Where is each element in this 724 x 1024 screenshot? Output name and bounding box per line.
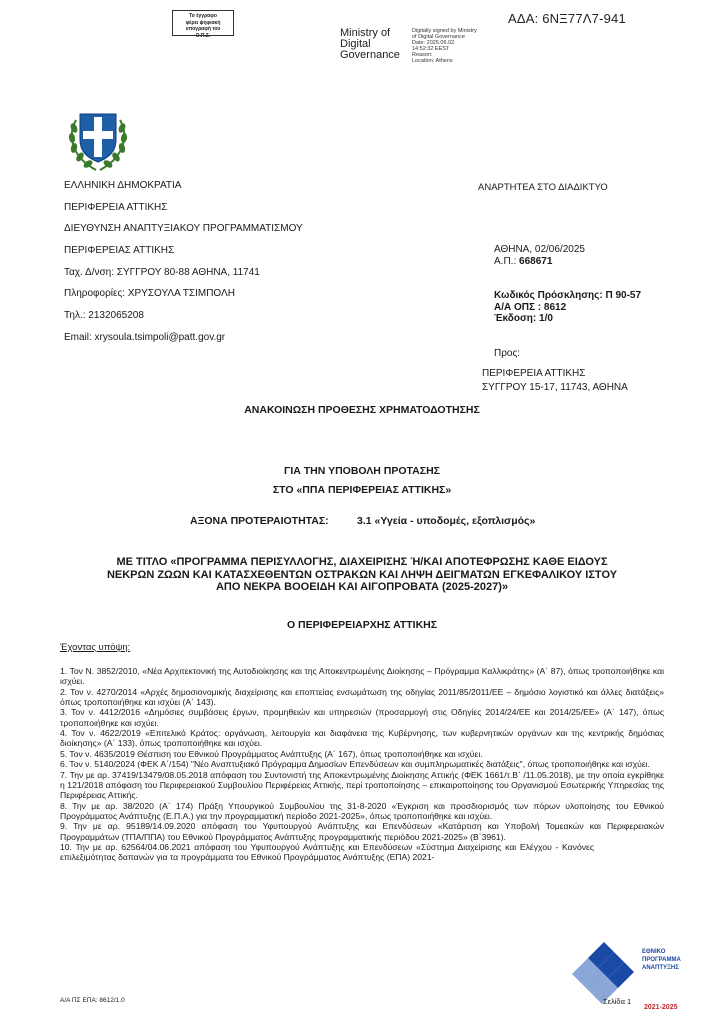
stamp-line: φέρει ψηφιακή — [185, 19, 221, 26]
list-item: 8. Την με αρ. 38/2020 (Α΄ 174) Πράξη Υπουργικού Συμβουλίου της 31-8-2020 «Έγκριση και προσδιορισμός των πόρων υλοποίησης του Εθνικού Προγράμματος Ανάπτυξης (Ε.Π.Α.) για την προγραμματική περίοδο 2021-2025», όπως τροποποιήθηκε και ισχύει. — [60, 800, 664, 821]
footer-ops-ref: Α/Α ΠΣ ΕΠΑ: 8612/1.0 — [60, 997, 125, 1004]
list-item: 6. Τον ν. 5140/2024 (ΦΕΚ Α΄/154) "Νέο Αναπτυξιακό Πρόγραμμα Δημοσίων Επενδύσεων και συμπληρωματικές διατάξεις", όπως τροποποιήθηκε και ισχύει. — [60, 759, 650, 770]
sender-line: ΕΛΛΗΝΙΚΗ ΔΗΜΟΚΡΑΤΙΑ — [64, 180, 182, 191]
logo-text — [642, 948, 681, 972]
publish-notice: ΑΝΑΡΤΗΤΕΑ ΣΤΟ ΔΙΑΔΙΚΤΥΟ — [478, 182, 608, 193]
invitation-codes — [494, 290, 641, 325]
signature-line: of Digital Governance — [412, 34, 465, 40]
protocol-number-line — [494, 256, 585, 268]
sender-header — [64, 179, 303, 353]
signature-line: Reason: — [412, 52, 433, 58]
stamp-line: Το έγγραφο — [189, 13, 217, 19]
list-item: 4. Τον ν. 4622/2019 «Επιτελικό Κράτος: οργάνωση, λειτουργία και διαφάνεια της Κυβέρνησης, των κυβερνητικών οργάνων και της κεντρικής δημόσιας διοίκησης» (Α΄ 133), όπως τροποποιήθηκε και ισχύει. — [60, 728, 664, 749]
invitation-code: Κωδικός Πρόσκλησης: Π 90-57 — [494, 290, 642, 301]
program-title — [60, 556, 664, 594]
logo-line: ΠΡΟΓΡΑΜΜΑ — [642, 957, 681, 963]
legal-basis-list — [60, 666, 664, 863]
sender-line: ΠΕΡΙΦΕΡΕΙΑΣ ΑΤΤΙΚΗΣ — [64, 245, 175, 257]
recipient-block — [482, 347, 628, 395]
version: Έκδοση: 1/0 — [494, 313, 553, 324]
recipient-line: ΠΕΡΙΦΕΡΕΙΑ ΑΤΤΙΚΗΣ — [482, 368, 586, 379]
ministry-line: Ministry of — [340, 27, 391, 39]
sender-line: ΠΕΡΙΦΕΡΕΙΑ ΑΤΤΙΚΗΣ — [64, 201, 168, 213]
recipient-line: ΣΥΓΓΡΟΥ 15-17, 11743, ΑΘΗΝΑ — [482, 382, 628, 393]
signature-line: 14:52:32 EEST — [412, 46, 450, 52]
place-date: ΑΘΗΝΑ, 02/06/2025 — [494, 244, 585, 255]
stamp-line: υπογραφή του — [185, 26, 221, 32]
info-line: Πληροφορίες: ΧΡΥΣΟΥΛΑ ΤΣΙΜΠΟΛΗ — [64, 288, 235, 300]
ops-code: Α/Α ΟΠΣ : 8612 — [494, 301, 567, 313]
logo-line: ΕΘΝΙΚΟ — [642, 949, 666, 955]
program-title-line: ΝΕΚΡΩΝ ΖΩΩΝ ΚΑΙ ΚΑΤΑΣΧΕΘΕΝΤΩΝ ΟΣΤΡΑΚΩΝ ΚΑΙ ΛΗΨΗ ΔΕΙΓΜΑΤΩΝ ΕΓΚΕΦΑΛΙΚΟΥ ΙΣΤΟΥ — [106, 568, 618, 581]
digital-signature-stamp — [172, 10, 234, 39]
whereas-heading: Έχοντας υπόψη: — [60, 642, 131, 653]
list-item: 3. Τον ν. 4412/2016 «Δημόσιες συμβάσεις έργων, προμηθειών και υπηρεσιών (προσαρμογή στις Οδηγίες 2014/24/ΕΕ και 2014/25/ΕΕ» (Α΄ 147), όπως τροποποιήθηκε και ισχύει. — [60, 707, 664, 728]
priority-axis-value: 3.1 «Υγεία - υποδομές, εξοπλισμός» — [357, 515, 536, 527]
address-line: Ταχ. Δ/νση: ΣΥΓΓΡΟΥ 80-88 ΑΘΗΝΑ, 11741 — [64, 266, 260, 278]
protocol-number: 668671 — [519, 256, 553, 267]
announcement-title: ΑΝΑΚΟΙΝΩΣΗ ΠΡΟΘΕΣΗΣ ΧΡΗΜΑΤΟΔΟΤΗΣΗΣ — [244, 404, 480, 416]
digital-signature-info — [412, 28, 477, 64]
list-item: 2. Τον ν. 4270/2014 «Αρχές δημοσιονομικής διαχείρισης και εποπτείας ενσωμάτωση της οδηγίας 2011/85/2011/ΕΕ – δημόσιο λογιστικό και άλλες διατάξεις» όπως τροποποιήθηκε και ισχύει (Α΄ 143). — [60, 686, 664, 707]
logo-years: 2021-2025 — [644, 1004, 678, 1011]
governor-title: Ο ΠΕΡΙΦΕΡΕΙΑΡΧΗΣ ΑΤΤΙΚΗΣ — [286, 619, 438, 631]
submission-program: ΣΤΟ «ΠΠΑ ΠΕΡΙΦΕΡΕΙΑΣ ΑΤΤΙΚΗΣ» — [272, 484, 452, 496]
signature-line: Location: Athens — [412, 58, 453, 64]
protocol-label: Α.Π.: — [494, 256, 520, 267]
to-label: Προς: — [494, 348, 521, 359]
program-title-line: ΜΕ ΤΙΤΛΟ «ΠΡΟΓΡΑΜΜΑ ΠΕΡΙΣΥΛΛΟΓΗΣ, ΔΙΑΧΕΙΡΙΣΗΣ Ή/ΚΑΙ ΑΠΟΤΕΦΡΩΣΗΣ ΚΑΘΕ ΕΙΔΟΥΣ — [116, 556, 608, 568]
list-item: 10. Την με αρ. 62564/04.06.2021 απόφαση του Υφυπουργού Ανάπτυξης και Επενδύσεων «Σύστημα Διαχείρισης και Ελέγχου - Κανόνες επιλεξιμότητας δαπανών για τα προγράμματα του Εθνικού Προγράμματος Ανάπτυξης (ΕΠΑ) 2021- — [60, 841, 594, 863]
list-item: 9. Την με αρ. 95189/14.09.2020 απόφαση του Υφυπουργού Ανάπτυξης και Επενδύσεων «Κατάρτιση και Υποβολή Τομεακών και Περιφερειακών Προγραμμάτων (ΤΠΑ/ΠΠΑ) του Εθνικού Προγράμματος Ανάπτυξης προγραμματικής περιόδου 2021-2025» (Β΄3961). — [60, 821, 664, 842]
program-title-line: ΑΠΟ ΝΕΚΡΑ ΒΟΟΕΙΔΗ ΚΑΙ ΑΙΓΟΠΡΟΒΑΤΑ (2025-2027)» — [215, 581, 509, 593]
ministry-logo-text — [340, 28, 400, 61]
signature-line: Date: 2025.06.02 — [412, 40, 455, 46]
list-item: 1. Τον Ν. 3852/2010, «Νέα Αρχιτεκτονική της Αυτοδιοίκησης και της Αποκεντρωμένης Διοίκησης – Πρόγραμμα Καλλικράτης» (Α΄ 87), όπως τροποποιήθηκε και ισχύει. — [60, 666, 664, 687]
logo-line: ΑΝΑΠΤΥΞΗΣ — [642, 965, 679, 971]
hellenic-republic-emblem-icon — [66, 100, 130, 176]
list-item: 5. Τον ν. 4635/2019 Θέσπιση του Εθνικού Προγράμματος Ανάπτυξης (Α΄ 167), όπως τροποποιήθηκε και ισχύει. — [60, 748, 483, 759]
priority-axis-label: ΑΞΟΝΑ ΠΡΟΤΕΡΑΙΟΤΗΤΑΣ: — [190, 515, 329, 527]
stamp-line: Ο.Π.Σ. — [195, 32, 211, 39]
signature-line: Digitally signed by Ministry — [412, 28, 477, 34]
ministry-line: Digital — [340, 38, 371, 50]
submission-line: ΓΙΑ ΤΗΝ ΥΠΟΒΟΛΗ ΠΡΟΤΑΣΗΣ — [284, 465, 440, 477]
email-line: Email: xrysoula.tsimpoli@patt.gov.gr — [64, 331, 226, 343]
ministry-line: Governance — [340, 49, 400, 61]
list-item: 7. Την με αρ. 37419/13479/08.05.2018 απόφαση του Συντονιστή της Αποκεντρωμένης Διοίκησης Αττικής (ΦΕΚ 1661/τ.Β΄ /11.05.2018), με την οποία εγκρίθηκε η 121/2018 απόφαση του Περιφερειακού Συμβουλίου Περιφέρειας Αττικής, περί τροποποίησης – επικαιροποίησης του Οργανισμού Εσωτερικής Υπηρεσίας της Περιφέρειας Αττικής. — [60, 769, 664, 801]
ada-code: ΑΔΑ: 6ΝΞ77Λ7-941 — [508, 11, 626, 26]
phone-line: Τηλ.: 2132065208 — [64, 310, 144, 322]
page-number: Σελίδα 1 — [603, 997, 632, 1006]
date-protocol — [494, 244, 585, 268]
sender-line: ΔΙΕΥΘΥΝΣΗ ΑΝΑΠΤΥΞΙΑΚΟΥ ΠΡΟΓΡΑΜΜΑΤΙΣΜΟΥ — [64, 223, 303, 235]
